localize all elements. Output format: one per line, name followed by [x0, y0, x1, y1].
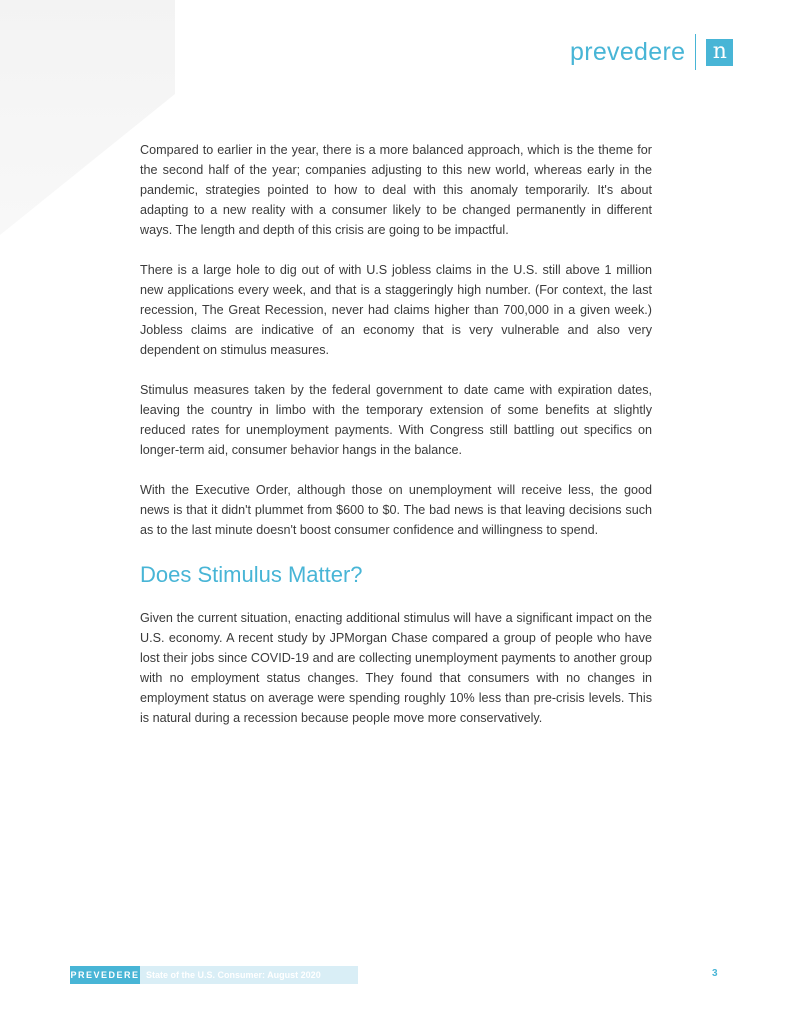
paragraph-jobless-claims: There is a large hole to dig out of with U.S jobless claims in the U.S. still above 1 million new applications every week, and that is a staggeringly high number. (For context, the last recession, The Great Recession, never had claims higher than 700,000 in a given week.) Jobless claims are indicative of an economy that is very vulnerable and also very dependent on stimulus measures.: [140, 263, 652, 357]
section-heading: Does Stimulus Matter?: [140, 562, 363, 587]
paragraph-stimulus-measures: Stimulus measures taken by the federal government to date came with expiration dates, leaving the country in limbo with the temporary extension of some benefits at slightly reduced rates for unemployment payments. With Congress still battling out specifics on longer-term aid, consumer behavior hangs in the balance.: [140, 383, 652, 457]
paragraph-executive-order: With the Executive Order, although those on unemployment will receive less, the good news is that it didn't plummet from $600 to $0. The bad news is that leaving decisions such as to the last minute doesn't boost consumer confidence and willingness to spend.: [140, 483, 652, 537]
footer-bar: [70, 966, 358, 984]
footer-brand: PREVEDERE: [70, 966, 140, 984]
logo-n-icon: n: [706, 39, 733, 66]
page-content: [140, 140, 652, 748]
paragraph-stimulus-impact: Given the current situation, enacting additional stimulus will have a significant impact on the U.S. economy. A recent study by JPMorgan Chase compared a group of people who have lost their jobs since COVID-19 and are collecting unemployment payments to another group with no employment status changes. They found that consumers with no changes in employment status on average were spending roughly 10% less than pre-crisis levels. This is natural during a recession because people move more conservatively.: [140, 611, 652, 725]
footer-document-title: State of the U.S. Consumer: August 2020: [140, 966, 358, 984]
logo-divider: [695, 34, 696, 70]
logo-wordmark: prevedere: [570, 37, 686, 66]
page-number: 3: [712, 968, 718, 979]
prevedere-logo: [570, 32, 733, 72]
paragraph-balanced-approach: Compared to earlier in the year, there is a more balanced approach, which is the theme for the second half of the year; companies adjusting to this new world, whereas early in the pandemic, strategies pointed to how to deal with this anomaly temporarily. It's about adapting to a new reality with a consumer likely to be changed permanently in different ways. The length and depth of this crisis are going to be impactful.: [140, 143, 652, 237]
